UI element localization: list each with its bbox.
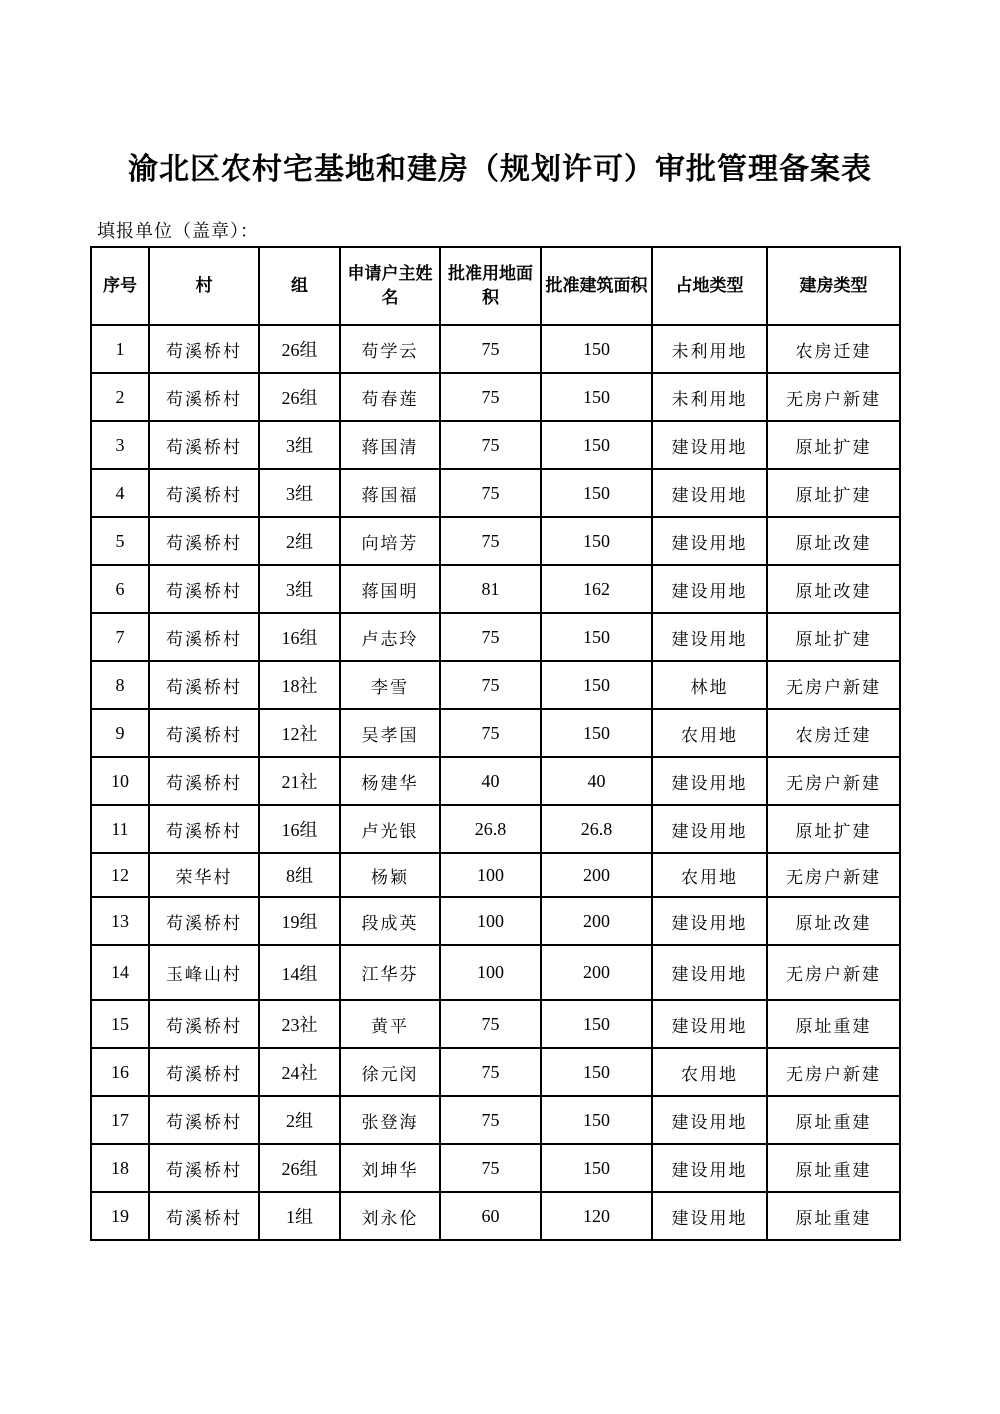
cell-group: 12社 <box>259 709 340 757</box>
cell-applicant: 苟学云 <box>340 325 440 373</box>
cell-seq: 14 <box>91 945 149 1000</box>
table-row <box>91 325 900 373</box>
cell-build-type: 原址扩建 <box>767 613 900 661</box>
table-body <box>91 325 900 1240</box>
cell-land-type: 建设用地 <box>652 613 767 661</box>
cell-build-type: 无房户新建 <box>767 661 900 709</box>
cell-applicant: 刘永伦 <box>340 1192 440 1240</box>
cell-land-area: 75 <box>440 1144 541 1192</box>
cell-applicant: 刘坤华 <box>340 1144 440 1192</box>
cell-building-area: 150 <box>541 1096 652 1144</box>
cell-village: 苟溪桥村 <box>149 373 259 421</box>
table-row <box>91 1000 900 1048</box>
cell-build-type: 原址扩建 <box>767 805 900 853</box>
cell-applicant: 杨颖 <box>340 853 440 897</box>
table-row <box>91 897 900 945</box>
cell-village: 苟溪桥村 <box>149 565 259 613</box>
cell-group: 3组 <box>259 421 340 469</box>
cell-applicant: 江华芬 <box>340 945 440 1000</box>
cell-seq: 9 <box>91 709 149 757</box>
cell-building-area: 150 <box>541 709 652 757</box>
header-applicant: 申请户主姓名 <box>340 247 440 325</box>
cell-applicant: 蒋国福 <box>340 469 440 517</box>
cell-building-area: 40 <box>541 757 652 805</box>
cell-land-type: 建设用地 <box>652 1096 767 1144</box>
cell-seq: 17 <box>91 1096 149 1144</box>
cell-seq: 7 <box>91 613 149 661</box>
cell-village: 苟溪桥村 <box>149 517 259 565</box>
cell-land-area: 75 <box>440 613 541 661</box>
cell-land-area: 75 <box>440 661 541 709</box>
cell-land-area: 75 <box>440 373 541 421</box>
cell-land-area: 75 <box>440 1000 541 1048</box>
table-row <box>91 853 900 897</box>
cell-seq: 10 <box>91 757 149 805</box>
table-row <box>91 709 900 757</box>
cell-land-type: 未利用地 <box>652 373 767 421</box>
document-title: 渝北区农村宅基地和建房（规划许可）审批管理备案表 <box>128 152 872 187</box>
cell-seq: 11 <box>91 805 149 853</box>
table-row <box>91 1048 900 1096</box>
record-table <box>90 246 901 1241</box>
cell-village: 苟溪桥村 <box>149 1000 259 1048</box>
cell-land-type: 建设用地 <box>652 897 767 945</box>
cell-building-area: 200 <box>541 853 652 897</box>
cell-village: 苟溪桥村 <box>149 1144 259 1192</box>
cell-seq: 5 <box>91 517 149 565</box>
cell-build-type: 原址改建 <box>767 517 900 565</box>
cell-village: 苟溪桥村 <box>149 661 259 709</box>
cell-group: 16组 <box>259 805 340 853</box>
table-row <box>91 517 900 565</box>
cell-village: 苟溪桥村 <box>149 421 259 469</box>
cell-village: 苟溪桥村 <box>149 325 259 373</box>
cell-group: 26组 <box>259 1144 340 1192</box>
cell-land-area: 75 <box>440 421 541 469</box>
header-row <box>91 247 900 325</box>
cell-land-area: 100 <box>440 897 541 945</box>
cell-building-area: 150 <box>541 373 652 421</box>
cell-group: 8组 <box>259 853 340 897</box>
cell-village: 荣华村 <box>149 853 259 897</box>
cell-land-type: 建设用地 <box>652 1000 767 1048</box>
cell-group: 2组 <box>259 1096 340 1144</box>
cell-build-type: 原址重建 <box>767 1000 900 1048</box>
table-row <box>91 565 900 613</box>
cell-build-type: 无房户新建 <box>767 373 900 421</box>
table-row <box>91 469 900 517</box>
cell-land-type: 农用地 <box>652 1048 767 1096</box>
cell-land-type: 建设用地 <box>652 945 767 1000</box>
cell-build-type: 无房户新建 <box>767 853 900 897</box>
table-row <box>91 805 900 853</box>
cell-build-type: 原址重建 <box>767 1096 900 1144</box>
cell-applicant: 苟春莲 <box>340 373 440 421</box>
cell-land-area: 81 <box>440 565 541 613</box>
cell-building-area: 150 <box>541 661 652 709</box>
cell-building-area: 150 <box>541 1000 652 1048</box>
cell-build-type: 原址改建 <box>767 897 900 945</box>
header-seq: 序号 <box>91 247 149 325</box>
cell-group: 14组 <box>259 945 340 1000</box>
cell-applicant: 向培芳 <box>340 517 440 565</box>
cell-village: 苟溪桥村 <box>149 709 259 757</box>
cell-land-type: 建设用地 <box>652 757 767 805</box>
cell-seq: 19 <box>91 1192 149 1240</box>
cell-applicant: 杨建华 <box>340 757 440 805</box>
cell-group: 23社 <box>259 1000 340 1048</box>
cell-applicant: 张登海 <box>340 1096 440 1144</box>
cell-land-area: 75 <box>440 709 541 757</box>
cell-village: 苟溪桥村 <box>149 897 259 945</box>
cell-build-type: 无房户新建 <box>767 945 900 1000</box>
cell-village: 苟溪桥村 <box>149 757 259 805</box>
cell-build-type: 原址重建 <box>767 1144 900 1192</box>
cell-build-type: 原址扩建 <box>767 469 900 517</box>
cell-build-type: 无房户新建 <box>767 1048 900 1096</box>
cell-building-area: 200 <box>541 897 652 945</box>
cell-land-type: 建设用地 <box>652 469 767 517</box>
table-row <box>91 373 900 421</box>
cell-group: 21社 <box>259 757 340 805</box>
cell-applicant: 蒋国清 <box>340 421 440 469</box>
cell-applicant: 卢光银 <box>340 805 440 853</box>
cell-group: 1组 <box>259 1192 340 1240</box>
cell-build-type: 农房迁建 <box>767 325 900 373</box>
cell-building-area: 26.8 <box>541 805 652 853</box>
cell-seq: 6 <box>91 565 149 613</box>
cell-village: 苟溪桥村 <box>149 1192 259 1240</box>
cell-land-area: 40 <box>440 757 541 805</box>
header-group: 组 <box>259 247 340 325</box>
header-land-area: 批准用地面积 <box>440 247 541 325</box>
cell-building-area: 150 <box>541 1144 652 1192</box>
header-land-type: 占地类型 <box>652 247 767 325</box>
cell-village: 苟溪桥村 <box>149 1048 259 1096</box>
table-row <box>91 1192 900 1240</box>
table-row <box>91 757 900 805</box>
cell-group: 24社 <box>259 1048 340 1096</box>
cell-building-area: 150 <box>541 613 652 661</box>
cell-applicant: 李雪 <box>340 661 440 709</box>
cell-build-type: 农房迁建 <box>767 709 900 757</box>
cell-village: 苟溪桥村 <box>149 805 259 853</box>
cell-land-area: 75 <box>440 517 541 565</box>
cell-applicant: 蒋国明 <box>340 565 440 613</box>
cell-land-area: 60 <box>440 1192 541 1240</box>
cell-land-type: 建设用地 <box>652 517 767 565</box>
cell-building-area: 200 <box>541 945 652 1000</box>
cell-building-area: 120 <box>541 1192 652 1240</box>
cell-building-area: 150 <box>541 421 652 469</box>
cell-group: 3组 <box>259 565 340 613</box>
cell-building-area: 150 <box>541 1048 652 1096</box>
cell-land-type: 建设用地 <box>652 565 767 613</box>
cell-seq: 1 <box>91 325 149 373</box>
cell-applicant: 徐元闵 <box>340 1048 440 1096</box>
header-build-type: 建房类型 <box>767 247 900 325</box>
table-row <box>91 613 900 661</box>
cell-group: 3组 <box>259 469 340 517</box>
cell-building-area: 150 <box>541 325 652 373</box>
table-row <box>91 1096 900 1144</box>
cell-land-area: 26.8 <box>440 805 541 853</box>
cell-seq: 12 <box>91 853 149 897</box>
cell-land-area: 75 <box>440 469 541 517</box>
cell-village: 苟溪桥村 <box>149 469 259 517</box>
cell-land-area: 75 <box>440 1048 541 1096</box>
cell-applicant: 卢志玲 <box>340 613 440 661</box>
cell-seq: 2 <box>91 373 149 421</box>
table-row <box>91 1144 900 1192</box>
cell-land-type: 农用地 <box>652 709 767 757</box>
table-row <box>91 421 900 469</box>
cell-land-area: 100 <box>440 853 541 897</box>
table-row <box>91 661 900 709</box>
cell-land-area: 75 <box>440 325 541 373</box>
cell-group: 26组 <box>259 373 340 421</box>
cell-applicant: 吴孝国 <box>340 709 440 757</box>
header-village: 村 <box>149 247 259 325</box>
table-row <box>91 945 900 1000</box>
cell-building-area: 162 <box>541 565 652 613</box>
cell-group: 18社 <box>259 661 340 709</box>
cell-build-type: 原址改建 <box>767 565 900 613</box>
cell-land-type: 建设用地 <box>652 421 767 469</box>
cell-group: 16组 <box>259 613 340 661</box>
cell-building-area: 150 <box>541 517 652 565</box>
cell-village: 苟溪桥村 <box>149 1096 259 1144</box>
cell-land-type: 建设用地 <box>652 1144 767 1192</box>
cell-build-type: 原址扩建 <box>767 421 900 469</box>
cell-build-type: 无房户新建 <box>767 757 900 805</box>
cell-building-area: 150 <box>541 469 652 517</box>
cell-land-type: 建设用地 <box>652 805 767 853</box>
cell-seq: 3 <box>91 421 149 469</box>
cell-group: 19组 <box>259 897 340 945</box>
cell-land-type: 未利用地 <box>652 325 767 373</box>
cell-seq: 13 <box>91 897 149 945</box>
cell-village: 玉峰山村 <box>149 945 259 1000</box>
cell-applicant: 黄平 <box>340 1000 440 1048</box>
cell-build-type: 原址重建 <box>767 1192 900 1240</box>
cell-seq: 4 <box>91 469 149 517</box>
header-building-area: 批准建筑面积 <box>541 247 652 325</box>
cell-seq: 16 <box>91 1048 149 1096</box>
cell-applicant: 段成英 <box>340 897 440 945</box>
filler-unit-label: 填报单位（盖章）： <box>97 221 259 242</box>
cell-village: 苟溪桥村 <box>149 613 259 661</box>
cell-group: 2组 <box>259 517 340 565</box>
cell-land-type: 林地 <box>652 661 767 709</box>
cell-group: 26组 <box>259 325 340 373</box>
cell-land-type: 农用地 <box>652 853 767 897</box>
cell-seq: 18 <box>91 1144 149 1192</box>
cell-seq: 8 <box>91 661 149 709</box>
cell-land-area: 100 <box>440 945 541 1000</box>
cell-land-area: 75 <box>440 1096 541 1144</box>
cell-seq: 15 <box>91 1000 149 1048</box>
cell-land-type: 建设用地 <box>652 1192 767 1240</box>
